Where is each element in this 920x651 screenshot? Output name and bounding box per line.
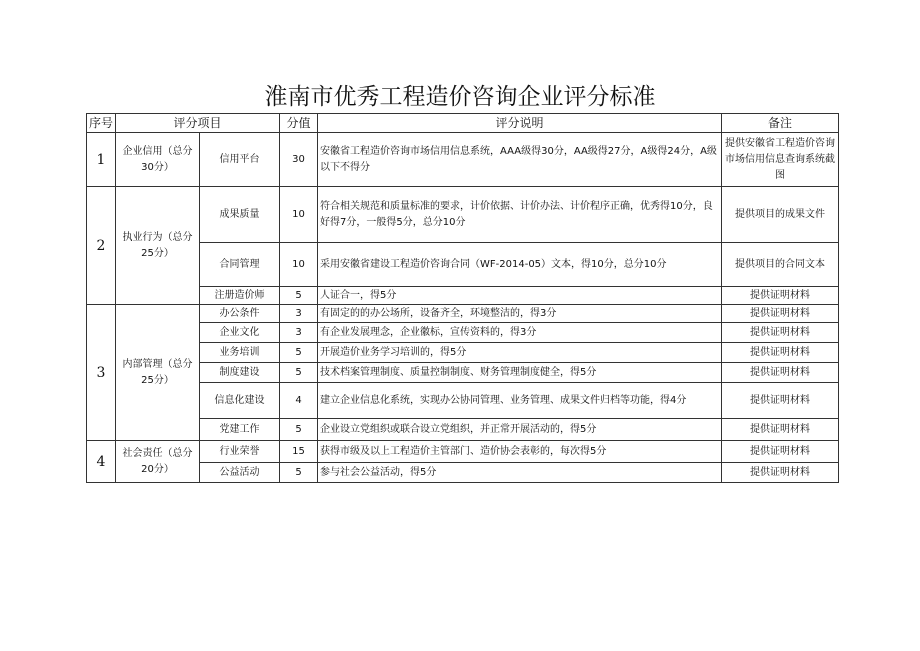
item-score: 15	[280, 441, 318, 463]
group-number: 3	[87, 305, 116, 441]
header-note: 备注	[722, 114, 839, 133]
item-desc: 参与社会公益活动，得5分	[318, 463, 722, 483]
header-desc: 评分说明	[318, 114, 722, 133]
table-row	[87, 187, 839, 243]
table-row	[87, 305, 839, 323]
item-name: 注册造价师	[200, 287, 280, 305]
item-note: 提供证明材料	[722, 463, 839, 483]
item-name: 办公条件	[200, 305, 280, 323]
item-note: 提供证明材料	[722, 363, 839, 383]
item-desc: 开展造价业务学习培训的，得5分	[318, 343, 722, 363]
item-desc: 企业设立党组织或联合设立党组织，并正常开展活动的，得5分	[318, 419, 722, 441]
item-desc: 技术档案管理制度、质量控制制度、财务管理制度健全，得5分	[318, 363, 722, 383]
table-row	[87, 243, 839, 287]
group-number: 1	[87, 133, 116, 187]
item-name: 业务培训	[200, 343, 280, 363]
item-name: 信息化建设	[200, 383, 280, 419]
item-name: 行业荣誉	[200, 441, 280, 463]
item-note: 提供证明材料	[722, 305, 839, 323]
item-name: 企业文化	[200, 323, 280, 343]
item-name: 制度建设	[200, 363, 280, 383]
item-score: 10	[280, 243, 318, 287]
table-row	[87, 441, 839, 463]
table-row	[87, 383, 839, 419]
item-note: 提供项目的成果文件	[722, 187, 839, 243]
item-score: 10	[280, 187, 318, 243]
item-score: 5	[280, 419, 318, 441]
item-name: 信用平台	[200, 133, 280, 187]
item-desc: 安徽省工程造价咨询市场信用信息系统，AAA级得30分，AA级得27分，A级得24分，A级以下不得分	[318, 133, 722, 187]
item-score: 5	[280, 363, 318, 383]
table-row	[87, 287, 839, 305]
group-category: 企业信用（总分30分）	[116, 133, 200, 187]
table-row	[87, 463, 839, 483]
item-score: 5	[280, 463, 318, 483]
header-row	[87, 114, 839, 133]
group-number: 2	[87, 187, 116, 305]
item-desc: 建立企业信息化系统，实现办公协同管理、业务管理、成果文件归档等功能，得4分	[318, 383, 722, 419]
item-note: 提供安徽省工程造价咨询市场信用信息查询系统截图	[722, 133, 839, 187]
item-name: 公益活动	[200, 463, 280, 483]
scoring-table	[86, 113, 839, 483]
document-title: 淮南市优秀工程造价咨询企业评分标准	[264, 84, 656, 110]
table-row	[87, 323, 839, 343]
group-category: 社会责任（总分20分）	[116, 441, 200, 483]
group-category: 执业行为（总分25分）	[116, 187, 200, 305]
item-score: 30	[280, 133, 318, 187]
item-note: 提供项目的合同文本	[722, 243, 839, 287]
item-note: 提供证明材料	[722, 441, 839, 463]
item-desc: 有企业发展理念，企业徽标，宣传资料的，得3分	[318, 323, 722, 343]
item-note: 提供证明材料	[722, 419, 839, 441]
header-no: 序号	[87, 114, 116, 133]
item-score: 3	[280, 323, 318, 343]
item-score: 5	[280, 343, 318, 363]
item-note: 提供证明材料	[722, 343, 839, 363]
item-name: 党建工作	[200, 419, 280, 441]
item-desc: 符合相关规范和质量标准的要求，计价依据、计价办法、计价程序正确，优秀得10分，良好得7分，一般得5分，总分10分	[318, 187, 722, 243]
table-row	[87, 343, 839, 363]
item-desc: 人证合一，得5分	[318, 287, 722, 305]
table-row	[87, 419, 839, 441]
item-name: 合同管理	[200, 243, 280, 287]
item-desc: 获得市级及以上工程造价主管部门、造价协会表彰的，每次得5分	[318, 441, 722, 463]
item-note: 提供证明材料	[722, 323, 839, 343]
header-item: 评分项目	[116, 114, 280, 133]
group-category: 内部管理（总分25分）	[116, 305, 200, 441]
table-row	[87, 133, 839, 187]
item-note: 提供证明材料	[722, 383, 839, 419]
header-score: 分值	[280, 114, 318, 133]
item-score: 3	[280, 305, 318, 323]
item-desc: 采用安徽省建设工程造价咨询合同（WF-2014-05）文本，得10分，总分10分	[318, 243, 722, 287]
table-row	[87, 363, 839, 383]
group-number: 4	[87, 441, 116, 483]
item-score: 5	[280, 287, 318, 305]
item-name: 成果质量	[200, 187, 280, 243]
item-score: 4	[280, 383, 318, 419]
item-note: 提供证明材料	[722, 287, 839, 305]
item-desc: 有固定的的办公场所，设备齐全，环境整洁的，得3分	[318, 305, 722, 323]
